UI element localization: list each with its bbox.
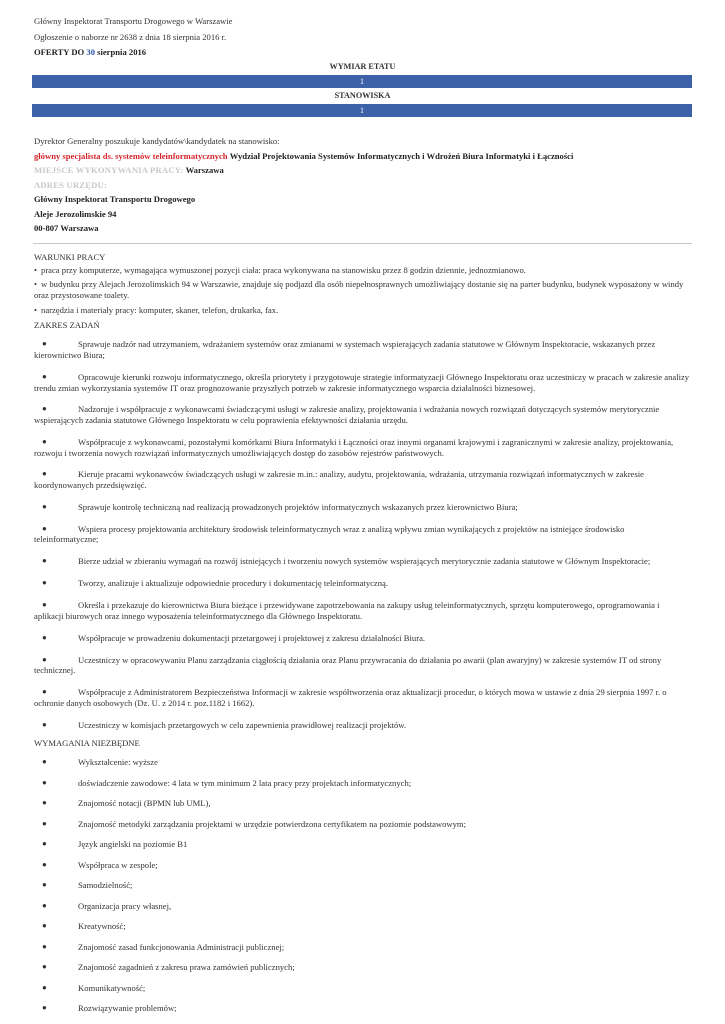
bullet-icon: ● [42,436,47,446]
bullet-icon: ● [42,339,47,349]
requirement-item [34,1003,690,1014]
bullet-icon: ● [42,941,47,951]
bullet-icon: ● [42,859,47,869]
offers-deadline [34,47,146,58]
bullet-icon: ● [42,523,47,533]
requirement-item [34,757,690,768]
bullet-icon: ● [42,600,47,610]
bullet-icon: ● [42,501,47,511]
task-item-text: Wspiera procesy projektowania architektury środowisk teleinformatycznych wraz z analizą wpływu zmian wynikających z projektów na istniejące środowisko teleinformatyczne; [34,523,625,545]
bullet-icon: ● [42,371,47,381]
task-item [34,687,690,708]
task-item [34,655,690,676]
wymagania-list [34,757,690,1014]
task-item [34,339,690,360]
place-value: Warszawa [185,165,224,175]
task-item [34,633,690,644]
condition-text: praca przy komputerze, wymagająca wymuszonej pozycji ciała: praca wykonywana na stanowisku przez 8 godzin dziennie, jednozmianowo. [41,264,526,275]
task-item [34,469,690,490]
divider [33,243,692,244]
task-item-text: Współpracuje z Administratorem Bezpieczeństwa Informacji w zakresie współtworzenia oraz aktualizacji procedur, o których mowa w ustawie z dnia 29 sierpnia 1997 r. o ochronie danych osobowych (Dz. U. z 2014 r. poz.1182 i 1662). [34,687,667,708]
requirement-item [34,901,690,912]
task-item-text: Nadzoruje i współpracuje z wykonawcami świadczącymi usługi w zakresie analizy, projektowania i wdrażania nowych rozwiązań dotyczących systemów merytorycznie wspierających zadania statutowe Głównego Inspektoratu w celu poprawienia efektywności działania urzędu. [34,404,660,426]
requirement-item [34,839,690,850]
warunki-list [34,265,690,316]
requirement-item-text: Komunikatywność; [78,982,146,993]
requirement-item [34,880,690,891]
zakres-heading: ZAKRES ZADAŃ [34,319,100,330]
requirement-item-text: Wykształcenie: wyższe [78,757,158,768]
place-label: MIEJSCE WYKONYWANIA PRACY: [34,165,184,175]
offer-content [34,252,690,1024]
bullet-icon: ● [42,556,47,566]
place-line [34,165,694,180]
wymagania-heading: WYMAGANIA NIEZBĘDNE [34,737,140,748]
bullet-icon: ● [42,900,47,910]
bullet-icon: ● [42,798,47,808]
bullet-icon: • [34,264,38,275]
task-item [34,404,690,425]
requirement-item [34,798,690,809]
requirement-item-text: Rozwiązywanie problemów; [78,1003,177,1014]
bullet-icon: • [34,304,38,315]
requirement-item [34,819,690,830]
warunki-heading: WARUNKI PRACY [34,252,106,262]
requirement-item-text: Znajomość zagadnień z zakresu prawa zamówień publicznych; [78,962,295,973]
task-item-text: Kieruje pracami wykonawców świadczących usługi w zakresie m.in.: analizy, audytu, projektowania, wdrażania, utrzymania rozwiązań informatycznych w zakresie koordynowanych przedsięwzięć. [34,469,644,491]
requirement-item-text: Język angielski na poziomie B1 [78,839,188,850]
requirement-item [34,942,690,953]
task-item [34,578,690,589]
condition-item [34,279,690,300]
bullet-icon: ● [42,654,47,664]
condition-item [34,305,690,316]
bullet-icon: ● [42,1003,47,1013]
announcement-line: Ogłoszenie o naborze nr 2638 z dnia 18 sierpnia 2016 r. [34,32,227,42]
bullet-icon: ● [42,777,47,787]
zakres-list [34,339,690,730]
address-line-3: 00-807 Warszawa [34,223,99,233]
task-item-text: Sprawuje kontrolę techniczną nad realizacją prowadzonych projektów informatycznych wskazanych przez kierownictwo Biura; [78,501,518,512]
task-item [34,372,690,393]
bullet-icon: ● [42,404,47,414]
task-item [34,502,690,513]
task-item [34,600,690,621]
requirement-item-text: Znajomość zasad funkcjonowania Administracji publicznej; [78,941,285,952]
stanowiska-bar: 1 [32,104,692,117]
condition-text: narzędzia i materiały pracy: komputer, skaner, telefon, drukarka, fax. [41,304,279,315]
task-item [34,556,690,567]
task-item-text: Określa i przekazuje do kierownictwa Biura bieżące i przewidywane zapotrzebowania na zakupy usług teleinformatycznych, sprzętu komputerowego, oprogramowania i aplikacji biurowych oraz innego wyposażenia teleinformatycznego dla Głównego Inspektoratu. [34,600,660,621]
bullet-icon: ● [42,687,47,697]
condition-text: w budynku przy Alejach Jerozolimskich 94 w Warszawie, znajduje się podjazd dla osób niepełnosprawnych umożliwiający dostanie się na parter budynku, budynek wyposażony w windy oraz przystosowane toalety. [34,279,684,301]
offers-prefix: OFERTY DO [34,47,85,57]
requirement-item-text: Znajomość metodyki zarządzania projektami w urzędzie potwierdzona certyfikatem na poziomie podstawowym; [78,818,467,829]
bullet-icon: ● [42,632,47,642]
requirement-item-text: Samodzielność; [78,880,133,891]
address-label-line [34,180,694,195]
position-name: główny specjalista ds. systemów teleinformatycznych [34,150,228,161]
task-item-text: Bierze udział w zbieraniu wymagań na rozwój istniejących i tworzeniu nowych systemów wspierających merytorycznie zadania statutowe w Głównym Inspektoracie; [78,556,651,567]
requirement-item [34,778,690,789]
requirement-item-text: Kreatywność; [78,921,126,932]
bullet-icon: ● [42,757,47,767]
task-item-text: Współpracuje w prowadzeniu dokumentacji przetargowej i projektowej z zakresu działalności Biura. [78,632,426,643]
task-item [34,720,690,731]
requirement-item [34,962,690,973]
bullet-icon: ● [42,719,47,729]
address-line-2: Aleje Jerozolimskie 94 [34,208,117,219]
task-item-text: Tworzy, analizuje i aktualizuje odpowiednie procedury i dokumentację teleinformatyczną. [78,578,388,589]
wymiar-etatu-bar: 1 [32,75,692,88]
requirement-item [34,860,690,871]
requirement-item-text: Współpraca w zespole; [78,859,158,870]
requirement-item-text: Znajomość notacji (BPMN lub UML), [78,798,211,809]
stanowiska-title: STANOWISKA [334,91,391,100]
bullet-icon: ● [42,839,47,849]
bullet-icon: ● [42,962,47,972]
bullet-icon: ● [42,818,47,828]
task-item-text: Uczestniczy w komisjach przetargowych w celu zapewnienia prawidłowej realizacji projektów. [78,719,407,730]
bullet-icon: ● [42,921,47,931]
offers-suffix: sierpnia 2016 [97,47,147,57]
bullet-icon: ● [42,578,47,588]
condition-item [34,265,690,276]
task-item [34,524,690,545]
requirement-item-text: doświadczenie zawodowe: 4 lata w tym minimum 2 lata pracy przy projektach informatycznych; [78,777,412,788]
task-item-text: Opracowuje kierunki rozwoju informatycznego, określa priorytety i przygotowuje strategie informatyzacji Głównego Inspektoratu oraz uczestniczy w pracach w zakresie analizy trendu zmian wykorzystania systemów IT oraz prognozowanie przyszłych potrzeb w zakresie informatycznego wsparcia działalności biznesowej. [34,371,690,393]
institution-line: Główny Inspektorat Transportu Drogowego w Warszawie [34,16,233,26]
requirement-item [34,983,690,994]
bullet-icon: ● [42,880,47,890]
address-label: ADRES URZĘDU: [34,179,108,190]
address-line-1: Główny Inspektorat Transportu Drogowego [34,194,196,204]
intro-lead: Dyrektor Generalny poszukuje kandydatów\kandydatek na stanowisko: [34,136,280,146]
offers-day: 30 [86,47,95,57]
requirement-item [34,921,690,932]
bullet-icon: ● [42,982,47,992]
task-item [34,437,690,458]
requirement-item-text: Organizacja pracy własnej, [78,900,172,911]
position-intro [34,136,694,238]
bullet-icon: ● [42,469,47,479]
wymiar-etatu-title: WYMIAR ETATU [329,62,396,71]
task-item-text: Uczestniczy w opracowywaniu Planu zarządzania ciągłością działania oraz Planu przywracania do działania po awarii (plan awaryjny) w zakresie systemów IT od strony technicznej. [34,654,662,676]
task-item-text: Sprawuje nadzór nad utrzymaniem, wdrażaniem systemów oraz zmianami w systemach wspierających zadania statutowe w Głównym Inspektoracie, wskazanych przez kierownictwo Biura; [34,339,656,361]
position-line [34,151,694,166]
bullet-icon: • [34,279,38,290]
department-name: Wydział Projektowania Systemów Informatycznych i Wdrożeń Biura Informatyki i Łączności [229,150,574,161]
task-item-text: Współpracuje z wykonawcami, pozostałymi komórkami Biura Informatyki i Łączności oraz innymi organami krajowymi i zagranicznymi w zakresie analizy, projektowania, rozwoju i tworzenia nowych rozwiązań informatycznych umożliwiających dostęp do zasobów rejestrów państwowych. [34,436,674,458]
